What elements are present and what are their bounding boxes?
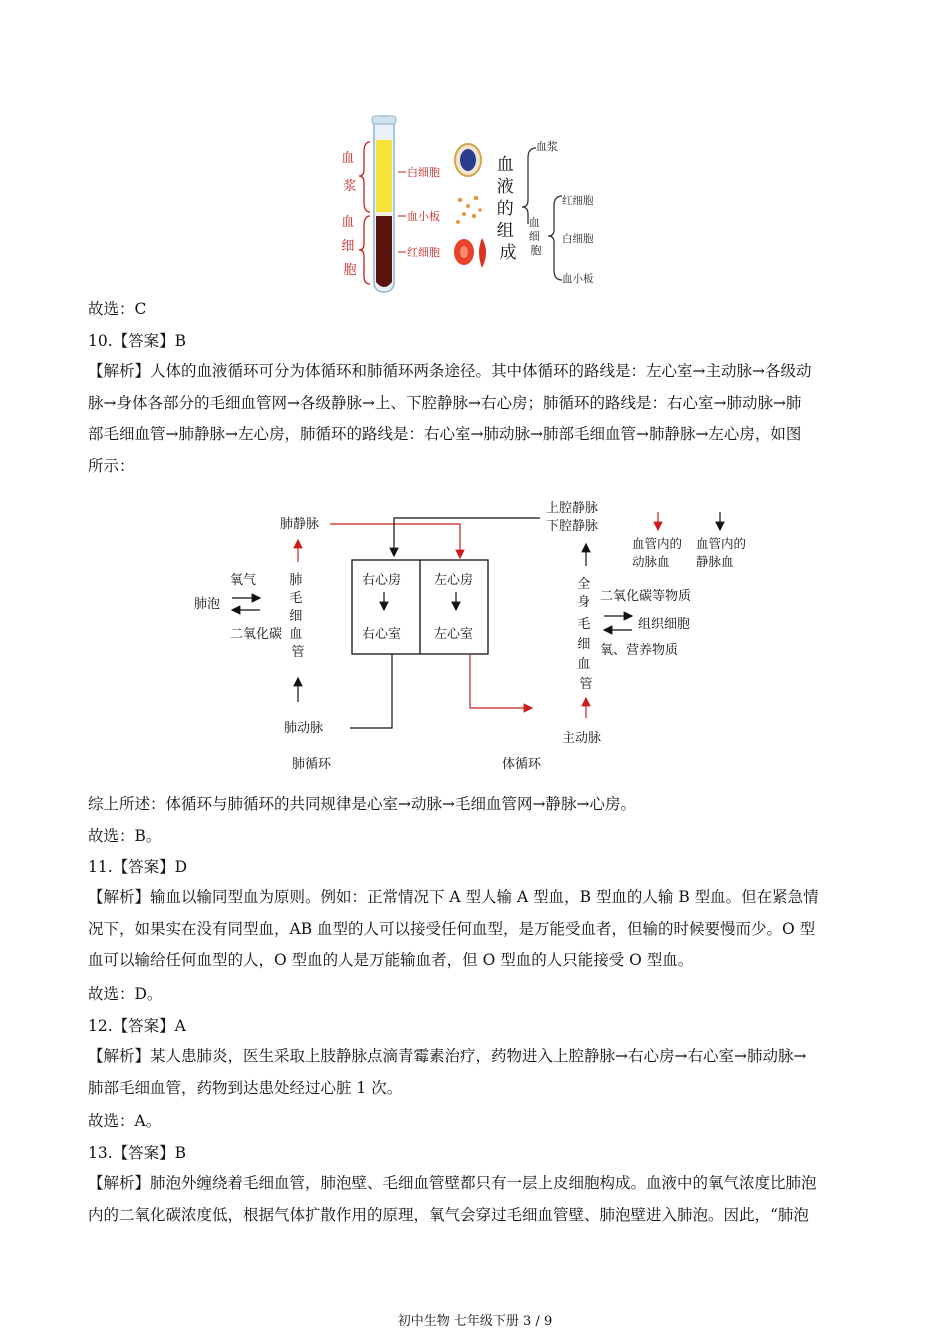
- title-char-1: 血: [496, 155, 514, 175]
- q11-analysis-line-1: 【解析】输血以输同型血为原则。例如：正常情况下 A 型人输 A 型血，B 型血的人输 B 型血。但在紧急情: [88, 888, 819, 906]
- title-char-4: 组: [496, 221, 514, 241]
- plasma-brace: [359, 142, 370, 212]
- aorta-label: 主动脉: [562, 731, 602, 746]
- lung-cap-char-5: 管: [291, 645, 305, 660]
- q11-analysis-line-2: 况下，如果实在没有同型血，AB 血型的人可以接受任何血型，是万能受血者，但输的时候要慢而少。O 型: [88, 919, 816, 938]
- title-char-3: 的: [496, 199, 514, 219]
- plasma-char-1: 血: [341, 151, 355, 166]
- co2-label: 二氧化碳: [230, 627, 283, 642]
- cells-sub-brace: [548, 196, 562, 280]
- cells-vertical-label: [341, 215, 358, 278]
- body-capillary-label: [577, 577, 594, 692]
- lung-cap-char-4: 血: [289, 627, 303, 642]
- o2-nutrient-label: 氧、营养物质: [600, 643, 679, 658]
- platelet-label: 血小板: [407, 210, 440, 223]
- title-char-2: 液: [496, 177, 514, 197]
- blood-circulation-diagram: [180, 492, 780, 778]
- plasma-layer: [376, 140, 392, 212]
- item-wbc-label: 白细胞: [562, 233, 594, 245]
- q11-analysis-line-3: 血可以输给任何血型的人，O 型血的人是万能输血者，但 O 型血的人只能接受 O 型血。: [88, 951, 694, 969]
- item-plt-label: 血小板: [562, 273, 594, 285]
- body-cap-char-5: 血: [577, 657, 591, 672]
- right-atrium-label: 右心房: [362, 573, 402, 588]
- q13-answer: 13.【答案】B: [88, 1144, 187, 1162]
- q10-analysis: [88, 356, 868, 482]
- right-ventricle-label: 右心室: [362, 627, 402, 642]
- q9-choice: 故选：C: [88, 300, 147, 318]
- alveoli-label: 肺泡: [194, 597, 221, 612]
- body-cap-char-4: 细: [577, 637, 591, 652]
- q13-analysis: [88, 1168, 868, 1231]
- q10-choice: 故选：B。: [88, 827, 162, 845]
- tissue-cell-label: 组织细胞: [638, 617, 691, 632]
- q10-analysis-line-3: 部毛细血管→肺静脉→左心房，肺循环的路线是：右心室→肺动脉→肺部毛细血管→肺静脉→左心房，如图: [88, 425, 802, 443]
- red-blood-cell-side-image: [479, 238, 486, 268]
- q11-choice: 故选：D。: [88, 985, 163, 1003]
- plasma-char-2: 浆: [343, 179, 357, 194]
- q12-answer: 12.【答案】A: [88, 1017, 186, 1035]
- blood-composition-figure: [340, 112, 620, 294]
- cells-char-3: 胞: [343, 263, 357, 278]
- systemic-circulation-label: 体循环: [502, 757, 542, 772]
- legend-arterial-text: [632, 536, 686, 569]
- q13-analysis-line-1: 【解析】肺泡外缠绕着毛细血管，肺泡壁、毛细血管壁都只有一层上皮细胞构成。血液中的氧气浓度比肺泡: [88, 1174, 817, 1192]
- left-atrium-label: 左心房: [434, 573, 474, 588]
- aorta-line: [470, 654, 532, 708]
- q11-answer: 11.【答案】D: [88, 858, 188, 876]
- platelets-image: [456, 196, 482, 224]
- white-blood-cell-nucleus: [460, 149, 476, 171]
- legend-venous-line-2: 静脉血: [696, 554, 734, 569]
- q10-summary: 综上所述：体循环与肺循环的共同规律是心室→动脉→毛细血管网→静脉→心房。: [88, 795, 636, 813]
- q10-answer: 10.【答案】B: [88, 332, 187, 350]
- red-cell-layer: [376, 216, 392, 287]
- cells-char-2: 细: [341, 239, 355, 254]
- bracket-cells-label: [529, 216, 544, 257]
- q10-analysis-line-4: 所示：: [88, 456, 135, 475]
- body-cap-char-6: 管: [579, 677, 593, 692]
- lung-capillary-label: [289, 572, 306, 660]
- title-char-5: 成: [499, 243, 517, 263]
- red-blood-cell-center: [460, 246, 468, 258]
- pulmonary-vein-line: [330, 524, 460, 558]
- q12-choice: 故选：A。: [88, 1112, 162, 1130]
- inferior-vena-cava-label: 下腔静脉: [546, 519, 599, 534]
- lung-cap-char-3: 细: [289, 609, 303, 624]
- plasma-vertical-label: [341, 151, 358, 194]
- pulmonary-circulation-label: 肺循环: [292, 757, 332, 772]
- q12-analysis-line-2: 肺部毛细血管，药物到达患处经过心脏 1 次。: [88, 1078, 403, 1097]
- left-ventricle-label: 左心室: [434, 627, 474, 642]
- test-tube-rim: [372, 116, 396, 124]
- pulmonary-artery-line: [350, 654, 392, 728]
- item-rbc-label: 红细胞: [562, 195, 594, 207]
- q12-analysis-line-1: 【解析】某人患肺炎，医生采取上肢静脉点滴青霉素治疗，药物进入上腔静脉→右心房→右心室→肺动脉→: [88, 1047, 807, 1065]
- q10-analysis-line-2: 脉→身体各部分的毛细血管网→各级静脉→上、下腔静脉→右心房；肺循环的路线是：右心室→肺动脉→肺: [88, 393, 802, 412]
- legend-arterial-line-2: 动脉血: [632, 554, 670, 569]
- red-cell-label: 红细胞: [407, 246, 440, 259]
- superior-vena-cava-label: 上腔静脉: [546, 501, 599, 516]
- legend-venous-text: [696, 536, 750, 569]
- pulmonary-vein-label: 肺静脉: [280, 517, 320, 532]
- cells-char-1: 血: [341, 215, 355, 230]
- composition-title: [497, 155, 519, 263]
- co2-etc-label: 二氧化碳等物质: [600, 589, 692, 604]
- page-footer: 初中生物 七年级下册 3 / 9: [397, 1314, 553, 1329]
- q11-analysis: [88, 882, 868, 977]
- pulmonary-artery-label: 肺动脉: [284, 721, 324, 736]
- cells-brace: [359, 216, 370, 284]
- q10-analysis-line-1: 【解析】人体的血液循环可分为体循环和肺循环两条途径。其中体循环的路线是：左心室→主动脉→各级动: [88, 362, 812, 380]
- white-cell-label: 白细胞: [407, 166, 440, 179]
- composition-brace: [522, 148, 536, 224]
- bracket-cells-char-2: 细: [528, 230, 540, 243]
- oxygen-label: 氧气: [230, 573, 257, 588]
- bracket-cells-char-1: 血: [528, 216, 540, 229]
- q12-analysis: [88, 1041, 868, 1104]
- body-cap-char-1: 全: [577, 577, 591, 592]
- body-cap-char-3: 毛: [577, 617, 591, 632]
- lung-cap-char-1: 肺: [289, 573, 303, 588]
- buffy-coat-layer: [376, 212, 392, 216]
- legend-arterial-line-1: 血管内的: [632, 536, 683, 551]
- bracket-cells-char-3: 胞: [530, 244, 542, 257]
- legend-venous-line-1: 血管内的: [696, 536, 747, 551]
- bracket-plasma-label: 血浆: [536, 140, 558, 153]
- body-cap-char-2: 身: [577, 595, 591, 610]
- lung-cap-char-2: 毛: [289, 591, 303, 606]
- q13-analysis-line-2: 内的二氧化碳浓度低，根据气体扩散作用的原理，氧气会穿过毛细血管壁、肺泡壁进入肺泡。因此，“肺泡: [88, 1205, 809, 1224]
